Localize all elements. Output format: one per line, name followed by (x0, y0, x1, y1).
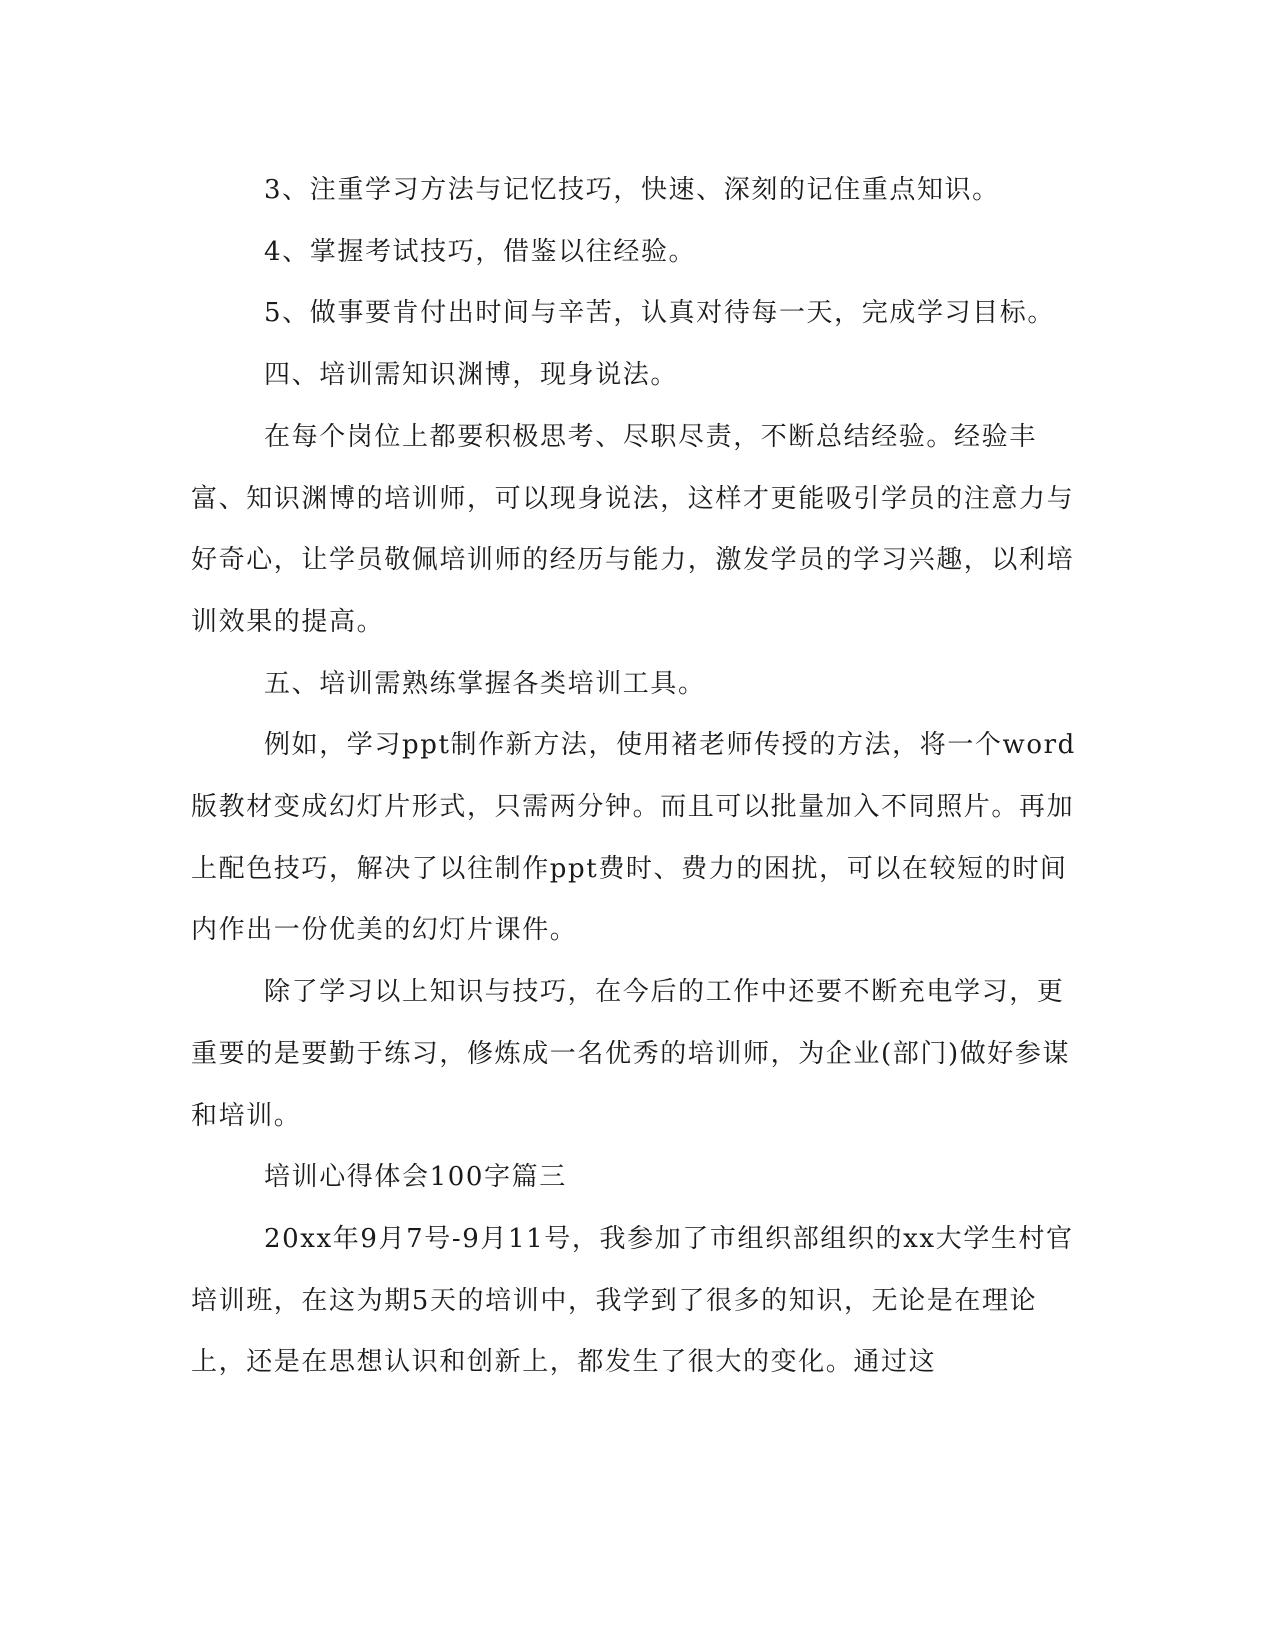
paragraph-effort: 5、做事要肯付出时间与辛苦，认真对待每一天，完成学习目标。 (264, 298, 1055, 329)
paragraph-continued-learning: 除了学习以上知识与技巧，在今后的工作中还要不断充电学习，更重要的是要勤于练习，修炼成一名优秀的培训师，为企业(部门)做好参谋和培训。 (191, 977, 1071, 1131)
paragraph-ppt-tools: 例如，学习ppt制作新方法，使用褚老师传授的方法，将一个word版教材变成幻灯片形式，只需两分钟。而且可以批量加入不同照片。再加上配色技巧，解决了以往制作ppt费时、费力的困扰，可以在较短的时间内作出一份优美的幻灯片课件。 (191, 730, 1076, 946)
paragraph-village-official-training: 20xx年9月7号-9月11号，我参加了市组织部组织的xx大学生村官培训班，在这为期5天的培训中，我学到了很多的知识，无论是在理论上，还是在思想认识和创新上，都发生了很大的变化。通过这 (191, 1223, 1074, 1378)
document-body (191, 160, 1081, 1394)
heading-section-five: 五、培训需熟练掌握各类培训工具。 (264, 668, 706, 699)
heading-section-four: 四、培训需知识渊博，现身说法。 (264, 360, 679, 391)
paragraph-study-method: 3、注重学习方法与记忆技巧，快速、深刻的记住重点知识。 (264, 175, 1000, 205)
heading-article-three: 培训心得体会100字篇三 (264, 1162, 567, 1193)
paragraph-exam-skills: 4、掌握考试技巧，借鉴以往经验。 (264, 236, 697, 267)
paragraph-experience: 在每个岗位上都要积极思考、尽职尽责，不断总结经验。经验丰富、知识渊博的培训师，可以现身说法，这样才更能吸引学员的注意力与好奇心，让学员敬佩培训师的经历与能力，激发学员的学习兴趣，以利培训效果的提高。 (191, 421, 1075, 637)
